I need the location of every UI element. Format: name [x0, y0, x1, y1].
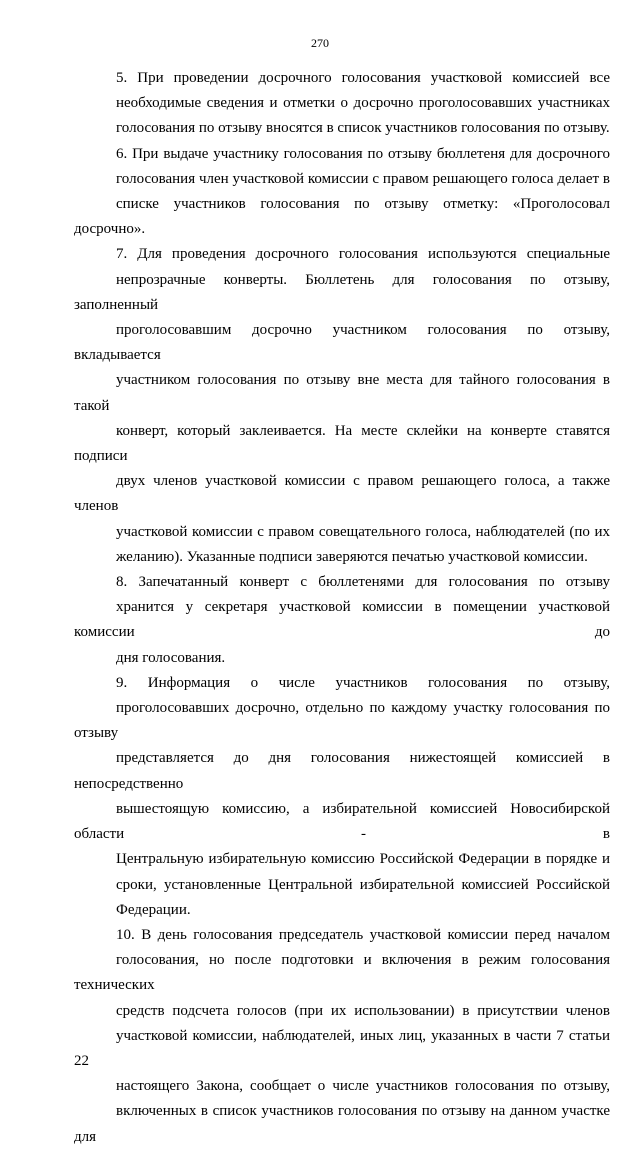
text-line: 7. Для проведения досрочного голосования используются специальные	[116, 246, 610, 263]
document-body	[74, 66, 610, 1150]
text-line: желанию). Указанные подписи заверяются печатью участковой комиссии.	[116, 548, 588, 565]
text-line: участником голосования по отзыву вне места для тайного голосования в такой	[74, 372, 610, 414]
paragraph-9	[74, 671, 610, 923]
paragraph-6	[74, 142, 610, 243]
text-line: голосования по отзыву вносятся в список участников голосования по отзыву.	[116, 120, 610, 137]
text-line: голосования, но после подготовки и включения в режим голосования технических	[74, 952, 610, 994]
text-line: настоящего Закона, сообщает о числе участников голосования по отзыву,	[116, 1078, 610, 1095]
text-line: хранится у секретаря участковой комиссии в помещении участковой комиссии до	[74, 599, 610, 641]
text-line: 9. Информация о числе участников голосования по отзыву,	[116, 674, 610, 691]
text-line: сроки, установленные Центральной избирательной комиссией Российской	[116, 876, 610, 893]
text-line: голосования член участковой комиссии с правом решающего голоса делает в	[116, 170, 610, 187]
text-line: 5. При проведении досрочного голосования участковой комиссией все	[116, 70, 610, 86]
text-line: представляется до дня голосования нижестоящей комиссией в непосредственно	[74, 750, 610, 792]
text-line: 8. Запечатанный конверт с бюллетенями для голосования по отзыву	[116, 574, 610, 591]
text-line: 10. В день голосования председатель участковой комиссии перед началом	[116, 926, 610, 943]
text-line: конверт, который заклеивается. На месте склейки на конверте ставятся подписи	[74, 422, 610, 465]
text-line: списке участников голосования по отзыву отметку: «Проголосовал досрочно».	[74, 196, 610, 238]
paragraph-8	[74, 570, 610, 671]
text-line: 6. При выдаче участнику голосования по отзыву бюллетеня для досрочного	[116, 145, 610, 162]
text-line: двух членов участковой комиссии с правом решающего голоса, а также членов	[74, 473, 610, 515]
text-line: участковой комиссии, наблюдателей, иных лиц, указанных в части 7 статьи 22	[74, 1027, 610, 1069]
text-line: Федерации.	[116, 901, 191, 918]
text-line: средств подсчета голосов (при их использовании) в присутствии членов	[116, 1002, 610, 1019]
text-line: непрозрачные конверты. Бюллетень для голосования по отзыву, заполненный	[74, 271, 610, 313]
paragraph-10	[74, 923, 610, 1150]
text-line: проголосовавших досрочно, отдельно по каждому участку голосования по отзыву	[74, 700, 610, 742]
text-line: Центральную избирательную комиссию Российской Федерации в порядке и	[116, 851, 610, 868]
paragraph-7	[74, 242, 610, 570]
text-line: вышестоящую комиссию, а избирательной комиссией Новосибирской области - в	[74, 800, 610, 843]
paragraph-5	[74, 66, 610, 142]
text-line: включенных в список участников голосования по отзыву на данном участке для	[74, 1103, 610, 1145]
text-line: участковой комиссии с правом совещательного голоса, наблюдателей (по их	[116, 523, 610, 540]
text-line: необходимые сведения и отметки о досрочно проголосовавших участниках	[116, 95, 610, 112]
text-line: проголосовавшим досрочно участником голосования по отзыву, вкладывается	[74, 322, 610, 364]
page-number: 270	[311, 36, 329, 50]
text-line: дня голосования.	[116, 649, 226, 666]
